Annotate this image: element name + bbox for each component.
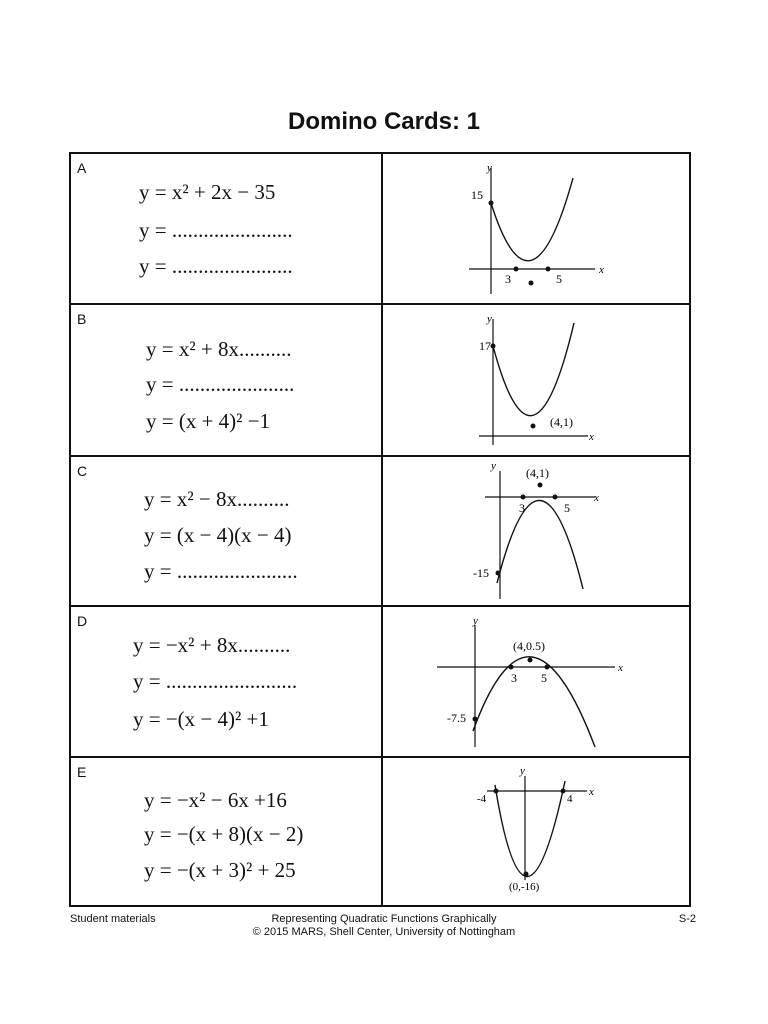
parabola-graph <box>383 457 689 605</box>
domino-card-b <box>71 305 689 457</box>
point-label: -4 <box>477 793 487 805</box>
equation-line: y = −(x + 8)(x − 2) <box>144 822 304 846</box>
domino-card-d <box>71 607 689 758</box>
point-label: -7.5 <box>447 711 466 725</box>
graph-cell <box>383 305 689 455</box>
point-label: 4 <box>567 793 573 805</box>
parabola-curve <box>497 500 583 589</box>
point <box>489 201 494 206</box>
equation-line: y = ......................... <box>133 669 298 693</box>
card-letter: D <box>77 613 88 629</box>
y-axis-label: y <box>487 162 492 174</box>
y-axis-label: y <box>520 765 525 777</box>
footer-center <box>0 913 768 939</box>
point <box>494 789 499 794</box>
graph-cell <box>383 758 689 905</box>
point-label: 5 <box>541 671 547 685</box>
equation-line: y = −(x − 4)² +1 <box>133 707 269 731</box>
card-letter: A <box>77 160 87 176</box>
equation-line: y = x² + 8x.......... <box>146 337 292 361</box>
x-axis-label: x <box>618 662 623 674</box>
equation-line: y = (x + 4)² −1 <box>146 409 271 433</box>
point-label: 5 <box>564 501 570 515</box>
graph-cell <box>383 154 689 303</box>
point <box>553 495 558 500</box>
equation-cell <box>71 758 383 905</box>
equation-line: y = x² − 8x.......... <box>144 487 290 511</box>
x-axis-label: x <box>589 786 594 798</box>
graph-cell <box>383 607 689 756</box>
parabola-graph <box>383 758 689 905</box>
x-axis-label: x <box>599 264 604 276</box>
equation-line: y = (x − 4)(x − 4) <box>144 523 292 547</box>
graph-cell <box>383 457 689 605</box>
x-axis-label: x <box>589 431 594 443</box>
footer-left: Student materials <box>70 913 156 925</box>
footer-copyright: © 2015 MARS, Shell Center, University of Nottingham <box>252 926 516 938</box>
parabola-graph <box>383 305 689 455</box>
point <box>529 281 534 286</box>
equation-cell <box>71 457 383 605</box>
equation-line: y = ....................... <box>139 218 293 242</box>
parabola-graph <box>383 607 689 756</box>
point-label: -15 <box>473 566 489 580</box>
equation-line: y = x² + 2x − 35 <box>139 180 276 204</box>
parabola-curve <box>491 178 573 261</box>
equation-line: y = −x² + 8x.......... <box>133 633 291 657</box>
card-letter: E <box>77 764 87 780</box>
y-axis-label: y <box>473 615 478 627</box>
point <box>528 658 533 663</box>
parabola-curve <box>473 657 595 747</box>
point <box>496 571 501 576</box>
equation-cell <box>71 154 383 303</box>
domino-table <box>69 152 691 907</box>
point-label: 15 <box>471 188 483 202</box>
point <box>524 872 529 877</box>
parabola-curve <box>495 781 565 877</box>
parabola-graph <box>383 154 689 303</box>
point <box>509 665 514 670</box>
point-label: 3 <box>511 671 517 685</box>
y-axis-label: y <box>491 460 496 472</box>
footer-page-number: S-2 <box>678 913 696 925</box>
point <box>546 267 551 272</box>
page-title: Domino Cards: 1 <box>287 108 481 135</box>
point-label: 3 <box>519 501 525 515</box>
point-label: (4,1) <box>550 415 573 429</box>
equation-line: y = ...................... <box>146 372 295 396</box>
point <box>514 267 519 272</box>
equation-cell <box>71 607 383 756</box>
point <box>561 789 566 794</box>
point <box>491 344 496 349</box>
point <box>545 665 550 670</box>
y-axis-label: y <box>487 313 492 325</box>
point-label: (0,-16) <box>509 881 540 893</box>
equation-line: y = −(x + 3)² + 25 <box>144 858 296 882</box>
equation-cell <box>71 305 383 455</box>
point <box>538 483 543 488</box>
point-label: 17 <box>479 339 491 353</box>
domino-card-a <box>71 154 689 305</box>
equation-line: y = ....................... <box>139 254 293 278</box>
point-label: 5 <box>556 272 562 286</box>
domino-card-c <box>71 457 689 607</box>
domino-card-e <box>71 758 689 905</box>
point <box>531 424 536 429</box>
x-axis-label: x <box>594 492 599 504</box>
parabola-curve <box>493 323 574 416</box>
point-label: 3 <box>505 272 511 286</box>
equation-line: y = −x² − 6x +16 <box>144 788 287 812</box>
footer-doc-title: Representing Quadratic Functions Graphically <box>271 913 497 925</box>
point <box>521 495 526 500</box>
point-label: (4,1) <box>526 466 549 480</box>
point <box>473 717 478 722</box>
card-letter: C <box>77 463 88 479</box>
point-label: (4,0.5) <box>513 639 545 653</box>
equation-line: y = ....................... <box>144 559 298 583</box>
card-letter: B <box>77 311 87 327</box>
